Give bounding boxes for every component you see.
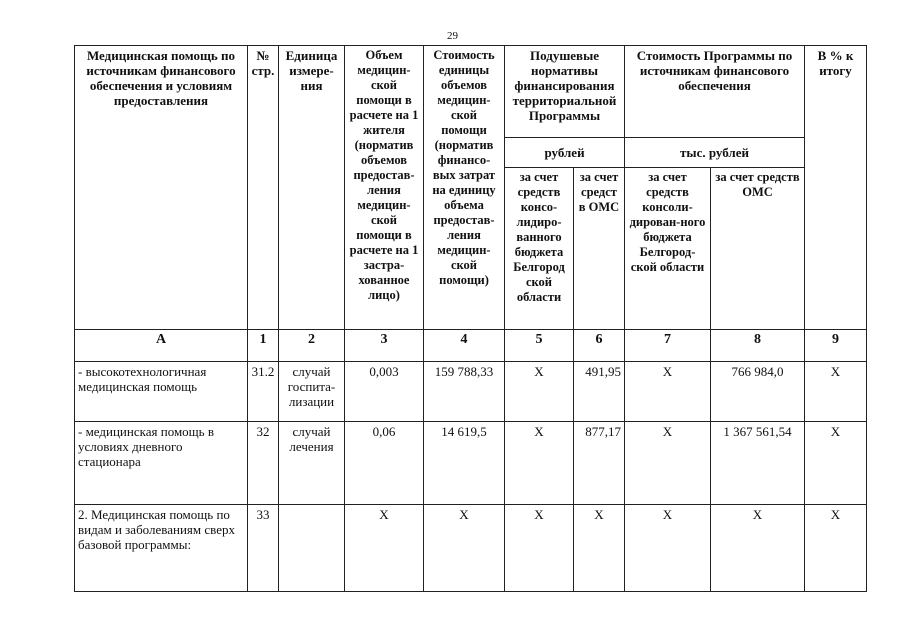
row-line-number: 32: [248, 422, 279, 505]
row-per-capita-oms: 877,17: [574, 422, 625, 505]
row-volume: 0,003: [345, 362, 424, 422]
column-number: 5: [505, 330, 574, 362]
column-number: 6: [574, 330, 625, 362]
header-unit-rubles: рублей: [505, 138, 625, 168]
row-volume: Х: [345, 505, 424, 592]
column-number: 2: [279, 330, 345, 362]
row-cost-per-unit: 159 788,33: [424, 362, 505, 422]
row-name: - медицинская помощь в условиях дневного стационара: [75, 422, 248, 505]
header-col-4: Стоимость единицы объемов медицин-ской помощи (норматив финансо-вых затрат на единицу объема предостав-ления медицин-ской помощи): [424, 46, 505, 330]
row-percent: Х: [805, 362, 867, 422]
column-number-row: [75, 330, 867, 362]
table-row: [75, 505, 867, 592]
row-total-oms: Х: [711, 505, 805, 592]
row-unit: случай лечения: [279, 422, 345, 505]
row-per-capita-budget: Х: [505, 422, 574, 505]
row-name: 2. Медицинская помощь по видам и заболеваниям сверх базовой программы:: [75, 505, 248, 592]
row-line-number: 31.2: [248, 362, 279, 422]
row-line-number: 33: [248, 505, 279, 592]
header-col-8: за счет средств ОМС: [711, 168, 805, 330]
row-total-budget: Х: [625, 422, 711, 505]
row-percent: Х: [805, 505, 867, 592]
header-col-9: В % к итогу: [805, 46, 867, 330]
row-per-capita-budget: Х: [505, 505, 574, 592]
header-col-3: Объем медицин-ской помощи в расчете на 1 жителя (норматив объемов предостав-ления медицин-ской помощи в расчете на 1 застра-хованное лицо): [345, 46, 424, 330]
header-col-1: № стр.: [248, 46, 279, 330]
row-cost-per-unit: Х: [424, 505, 505, 592]
row-volume: 0,06: [345, 422, 424, 505]
header-group-cost: Стоимость Программы по источникам финансового обеспечения: [625, 46, 805, 138]
row-per-capita-budget: Х: [505, 362, 574, 422]
column-number: 3: [345, 330, 424, 362]
row-total-oms: 1 367 561,54: [711, 422, 805, 505]
row-per-capita-oms: 491,95: [574, 362, 625, 422]
column-number: 1: [248, 330, 279, 362]
column-number: 9: [805, 330, 867, 362]
row-total-budget: Х: [625, 505, 711, 592]
row-total-oms: 766 984,0: [711, 362, 805, 422]
table-row: [75, 362, 867, 422]
row-per-capita-oms: Х: [574, 505, 625, 592]
header-col-6: за счет средст в ОМС: [574, 168, 625, 330]
header-col-a: Медицинская помощь по источникам финансового обеспечения и условиям предоставления: [75, 46, 248, 330]
header-col-5: за счет средств консо-лидиро-ванного бюджета Белгород ской области: [505, 168, 574, 330]
column-number: 7: [625, 330, 711, 362]
table-row: [75, 422, 867, 505]
column-number: А: [75, 330, 248, 362]
column-number: 4: [424, 330, 505, 362]
header-col-7: за счет средств консоли-дирован-ного бюджета Белгород-ской области: [625, 168, 711, 330]
row-name: - высокотехнологичная медицинская помощь: [75, 362, 248, 422]
column-number: 8: [711, 330, 805, 362]
row-unit: [279, 505, 345, 592]
page-number: 29: [447, 30, 458, 42]
row-cost-per-unit: 14 619,5: [424, 422, 505, 505]
header-col-2: Единица измере-ния: [279, 46, 345, 330]
row-percent: Х: [805, 422, 867, 505]
program-cost-table: [74, 45, 867, 592]
header-group-per-capita: Подушевые нормативы финансирования территориальной Программы: [505, 46, 625, 138]
row-unit: случай госпита-лизации: [279, 362, 345, 422]
row-total-budget: Х: [625, 362, 711, 422]
header-unit-thousand-rubles: тыс. рублей: [625, 138, 805, 168]
